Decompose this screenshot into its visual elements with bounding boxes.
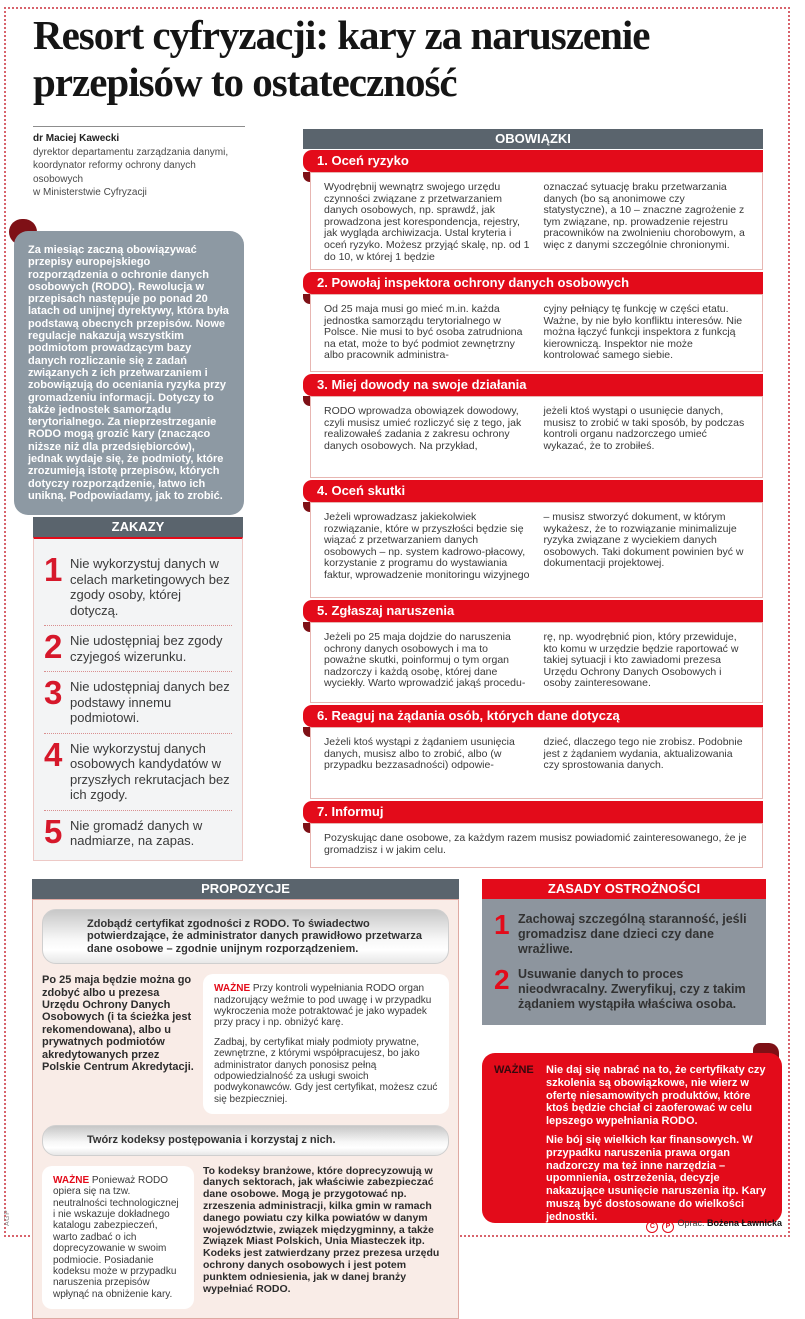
propozycje-panel [32, 879, 459, 1319]
item-text: Usuwanie danych to proces nieodwracalny. Zweryfikuj, czy z takim żądaniem wystąpiła właściwa osoba. [518, 967, 746, 1011]
author-role-3: w Ministerstwie Cyfryzacji [33, 187, 147, 198]
item-number: 2 [44, 628, 63, 665]
wazne-label: WAŻNE [53, 1174, 90, 1186]
item-text: Nie gromadź danych w nadmiarze, na zapas. [70, 817, 203, 848]
page-title-line1: Resort cyfryzacji: kary za naruszenie [33, 12, 650, 58]
ribbon-fold [303, 823, 310, 833]
section-col1: Jeżeli wprowadzasz jakiekolwiek rozwiązanie, które w przyszłości będzie się wiązać z przetwarzaniem danych osobowych – np. system kadrowo-płacowy, korzystanie z programu do wystawiania faktur, wprowadzenie monitoringu wizyjnego [324, 511, 530, 581]
ribbon-fold [303, 622, 310, 632]
obowiazki-column [303, 129, 763, 870]
ribbon-fold [303, 727, 310, 737]
callout-codes [42, 1125, 449, 1155]
wazne-red-box [482, 1053, 782, 1223]
bold-note: To kodeksy branżowe, które doprecyzowują w danych sektorach, jak właściwie zabezpieczać dane osobowe. Mogą je przygotować np. zrzeszenia administracji, kilka gmin w ramach danego powiatu czy kilka powiatów w danym województwie, związek międzygminny, a także Związek Miast Polskich, Unia Miasteczek itp. Kodeks jest zatwierdzany przez prezesa urzędu ochrony danych osobowych i jest potem punktem odniesienia, jak w danej branży wypełniać RODO. [203, 1164, 440, 1295]
section-title: 4. Oceń skutki [317, 483, 406, 498]
wazne-label: WAŻNE [494, 1064, 534, 1076]
list-item [44, 672, 232, 734]
section-col2: rę, np. wyodrębnić pion, który przewiduje, kto komu w urzędzie będzie raportować w takiej sytuacji i kto zawiadomi prezesa Urzędu Ochrony Danych Osobowych i osoby zainteresowane. [543, 631, 739, 690]
propozycje-row2 [42, 1166, 449, 1309]
section-header [303, 150, 763, 172]
section-title: 7. Informuj [317, 804, 384, 819]
ribbon-fold [303, 396, 310, 406]
copyright-c-icon: C [646, 1221, 658, 1233]
author-role-2: koordynator reformy ochrony danych osobowych [33, 160, 196, 185]
list-item [494, 962, 754, 1017]
zakazy-list [33, 537, 243, 861]
item-number: 5 [44, 812, 63, 850]
credit-prefix: Oprac. [677, 1218, 705, 1228]
section-header [303, 705, 763, 727]
ribbon-fold [303, 502, 310, 512]
card-text: Ponieważ RODO opiera się na tzw. neutralności technologicznej i nie wskazuje dokładnego katalogu zabezpieczeń, warto zadbać o ich doprecyzowanie w swoim podmiocie. Posiadanie kodeksu może w przypadku naruszenia przepisów wpłynąć na obniżenie kary. [53, 1174, 179, 1300]
section-body [310, 502, 763, 598]
page-title-line2: przepisów to ostateczność [33, 59, 457, 105]
section-body [310, 294, 763, 372]
zasady-title: ZASADY OSTROŻNOŚCI [482, 879, 766, 899]
agency-side-label: AGP [4, 1209, 11, 1226]
wazne-paragraph: Nie daj się nabrać na to, że certyfikaty czy szkolenia są obowiązkowe, nie wierz w ofertę niesamowitych produktów, które ktoś będzie chciał ci zaoferować w celu lepszego wypełniania RODO. [546, 1064, 766, 1128]
section-col2: cyjny pełniący tę funkcję w części etatu. Ważne, by nie było konfliktu interesów. Nie można łączyć funkcji inspektora z funkcją kierowniczą. Inspektor nie może kontrolować samego siebie. [543, 303, 743, 362]
callout-text: Zdobądź certyfikat zgodności z RODO. To świadectwo potwierdzające, że administrator danych prawidłowo przetwarza dane osobowe – zgodnie unijnym rozporządzeniem. [87, 918, 422, 955]
propozycje-title: PROPOZYCJE [32, 879, 459, 899]
intro-text: Za miesiąc zaczną obowiązywać przepisy europejskiego rozporządzenia o ochronie danych osobowych (RODO). Rewolucja w przepisach następuje po ponad 20 latach od unijnej dyrektywy, która była podstawą obecnych przepisów. Nowe regulacje nakazują wszystkim podmiotom prowadzącym bazy danych rozliczanie się z zadań związanych z ich przetwarzaniem i zobowiązują do oceniania ryzyka przy gromadzeniu informacji. Dotyczy to także jednostek samorządu terytorialnego. Za nieprzestrzeganie RODO mogą grozić kary (znacząco niższe niż dla przedsiębiorców), jednak wydaje się, że podmioty, które zrozumieją istotę przepisów, których dotyczy rozporządzenie, łatwo ich unikną. Podpowiadamy, jak to zrobić. [28, 244, 229, 502]
section-body [310, 172, 763, 270]
item-text: Zachowaj szczególną staranność, jeśli gromadzisz dane dzieci czy dane wrażliwe. [518, 912, 747, 956]
exclamation-icon [60, 921, 68, 952]
credit-line [482, 1218, 782, 1233]
zasady-list [482, 899, 766, 1025]
zasady-panel [482, 879, 782, 1223]
wazne-card [203, 974, 449, 1114]
card-text: Przy kontroli wypełniania RODO organ nadzorujący weźmie to pod uwagę i w przypadku wykroczenia może potraktować je jako wypadek przy pracy i np. obniżyć karę. [214, 983, 432, 1029]
list-item [44, 626, 232, 672]
ribbon-fold [303, 172, 310, 182]
section-header [303, 374, 763, 396]
section-title: 5. Zgłaszaj naruszenia [317, 603, 455, 618]
section-col2: dzieć, dlaczego tego nie zrobisz. Podobnie jest z żądaniem wydania, aktualizowania czy sprostowania danych. [543, 736, 743, 772]
author-block [33, 126, 245, 200]
section-col1: Od 25 maja musi go mieć m.in. każda jednostka samorządu terytorialnego w Polsce. Nie musi to być osoba zatrudniona na etat, może to być podmiot zewnętrzny albo pracownik administra- [324, 303, 523, 362]
author-name: dr Maciej Kawecki [33, 133, 120, 144]
zakazy-panel [33, 517, 243, 861]
intro-box [14, 231, 244, 515]
section-col1: Jeżeli ktoś wystąpi z żądaniem usunięcia danych, musisz albo to zrobić, albo (w przypadku bezzasadności) odpowie- [324, 736, 515, 772]
list-item [44, 549, 232, 626]
item-text: Nie wykorzystuj danych w celach marketingowych bez zgody osoby, której dotyczą. [70, 556, 230, 618]
section-col2: jeżeli ktoś wystąpi o usunięcie danych, musisz to zrobić w taki sposób, by podczas kontroli organu nadzorczego umieć wykazać, że to zrobiłeś. [543, 405, 745, 452]
author-role-1: dyrektor departamentu zarządzania danymi, [33, 146, 229, 158]
wazne-card [42, 1166, 194, 1309]
ribbon-fold [303, 294, 310, 304]
list-item [44, 811, 232, 856]
section-col2: – musisz stworzyć dokument, w którym wykażesz, że to rozwiązanie minimalizuje ryzyka związane z wyciekiem danych osobowych. Taki dokument powinien być w dokumentacji projektowej. [543, 511, 744, 570]
card-paragraph [53, 1175, 183, 1300]
section-body [310, 823, 763, 868]
section-col1: RODO wprowadza obowiązek dowodowy, czyli musisz umieć rozliczyć się z tego, jak realizowałeś zadania z zakresu ochrony danych osobowych. Na przykład, [324, 405, 522, 452]
section-text: Pozyskując dane osobowe, za każdym razem musisz powiadomić zainteresowanego, że je gromadzisz i w jakim celu. [324, 832, 747, 856]
section-body [310, 622, 763, 703]
item-text: Nie wykorzystuj danych osobowych kandydatów w przyszłych rekrutacjach bez ich zgody. [70, 740, 230, 802]
card-paragraph: Zadbaj, by certyfikat miały podmioty prywatne, zewnętrzne, z którymi współpracujesz, bo jako administrator danych ponosisz pełną odpowiedzialność za usługi swoich podwykonawców. Gdy jest certyfikat, możesz czuć się bezpieczniej. [214, 1036, 438, 1105]
section-body [310, 396, 763, 478]
propozycje-body [32, 899, 459, 1319]
section-col1: Jeżeli po 25 maja dojdzie do naruszenia ochrony danych osobowych i ma to poważne skutki, poinformuj o tym organ nadzorczy i każdą osobę, której dane wyciekły. Warto wprowadzić jakąś procedu- [324, 631, 526, 690]
section-col2: oznaczać sytuację braku przetwarzania danych (bo są anonimowe czy statystyczne), a 10 – znaczne zagrożenie z tym związane, np. prowadzenie rejestru pracowników na zwolnieniu chorobowym, a więc z danymi szczególnie chronionymi. [543, 181, 745, 251]
wazne-red-box-wrap [482, 1053, 782, 1223]
copyright-p-icon: P [662, 1221, 674, 1233]
callout-certificate [42, 909, 449, 964]
page-title [33, 12, 793, 106]
section-header [303, 801, 763, 823]
obowiazki-title: OBOWIĄZKI [303, 129, 763, 149]
wazne-paragraph: Nie bój się wielkich kar finansowych. W przypadku naruszenia prawa organ nadzorczy ma też inne narzędzia – upomnienia, ostrzeżenia, decyzje nakazujące usunięcie naruszenia itp. Kary muszą być dostosowane do wielkości jednostki. [546, 1133, 767, 1223]
wazne-label: WAŻNE [214, 983, 251, 995]
zakazy-title: ZAKAZY [33, 517, 243, 537]
section-header [303, 480, 763, 502]
section-header [303, 272, 763, 294]
exclamation-icon [60, 1125, 68, 1156]
section-title: 1. Oceń ryzyko [317, 153, 409, 168]
list-item [44, 734, 232, 811]
section-header [303, 600, 763, 622]
bold-note: Po 25 maja będzie można go zdobyć albo u prezesa Urzędu Ochrony Danych Osobowych (i ta ścieżka jest rekomendowana), albo u prywatnych podmiotów akredytowanych przez Polskie Centrum Akredytacji. [42, 974, 194, 1074]
section-col1: Wyodrębnij wewnątrz swojego urzędu czynności związane z przetwarzaniem danych osobowych, np. sprawdź, jak prowadzona jest korespondencja, rejestry, jak wygląda archiwizacja. Ustal kryteria i oceń ryzyko. Możesz przyjąć skalę, np. od 1 do 10, w której 1 będzie [324, 181, 530, 263]
section-title: 2. Powołaj inspektora ochrony danych osobowych [317, 275, 630, 290]
item-number: 1 [494, 909, 510, 940]
item-number: 2 [494, 964, 510, 995]
item-text: Nie udostępniaj danych bez podstawy innemu podmiotowi. [70, 679, 230, 725]
callout-text: Twórz kodeksy postępowania i korzystaj z nich. [87, 1134, 336, 1147]
section-body [310, 727, 763, 799]
item-number: 3 [44, 674, 63, 711]
item-text: Nie udostępniaj bez zgody czyjegoś wizerunku. [70, 633, 223, 664]
list-item [494, 907, 754, 962]
card-paragraph [214, 983, 438, 1029]
propozycje-row1 [42, 974, 449, 1114]
section-title: 3. Miej dowody na swoje działania [317, 377, 527, 392]
credit-name: Bożena Ławnicka [706, 1218, 782, 1228]
section-title: 6. Reaguj na żądania osób, których dane dotyczą [317, 708, 620, 723]
item-number: 4 [44, 735, 63, 773]
item-number: 1 [44, 551, 63, 588]
